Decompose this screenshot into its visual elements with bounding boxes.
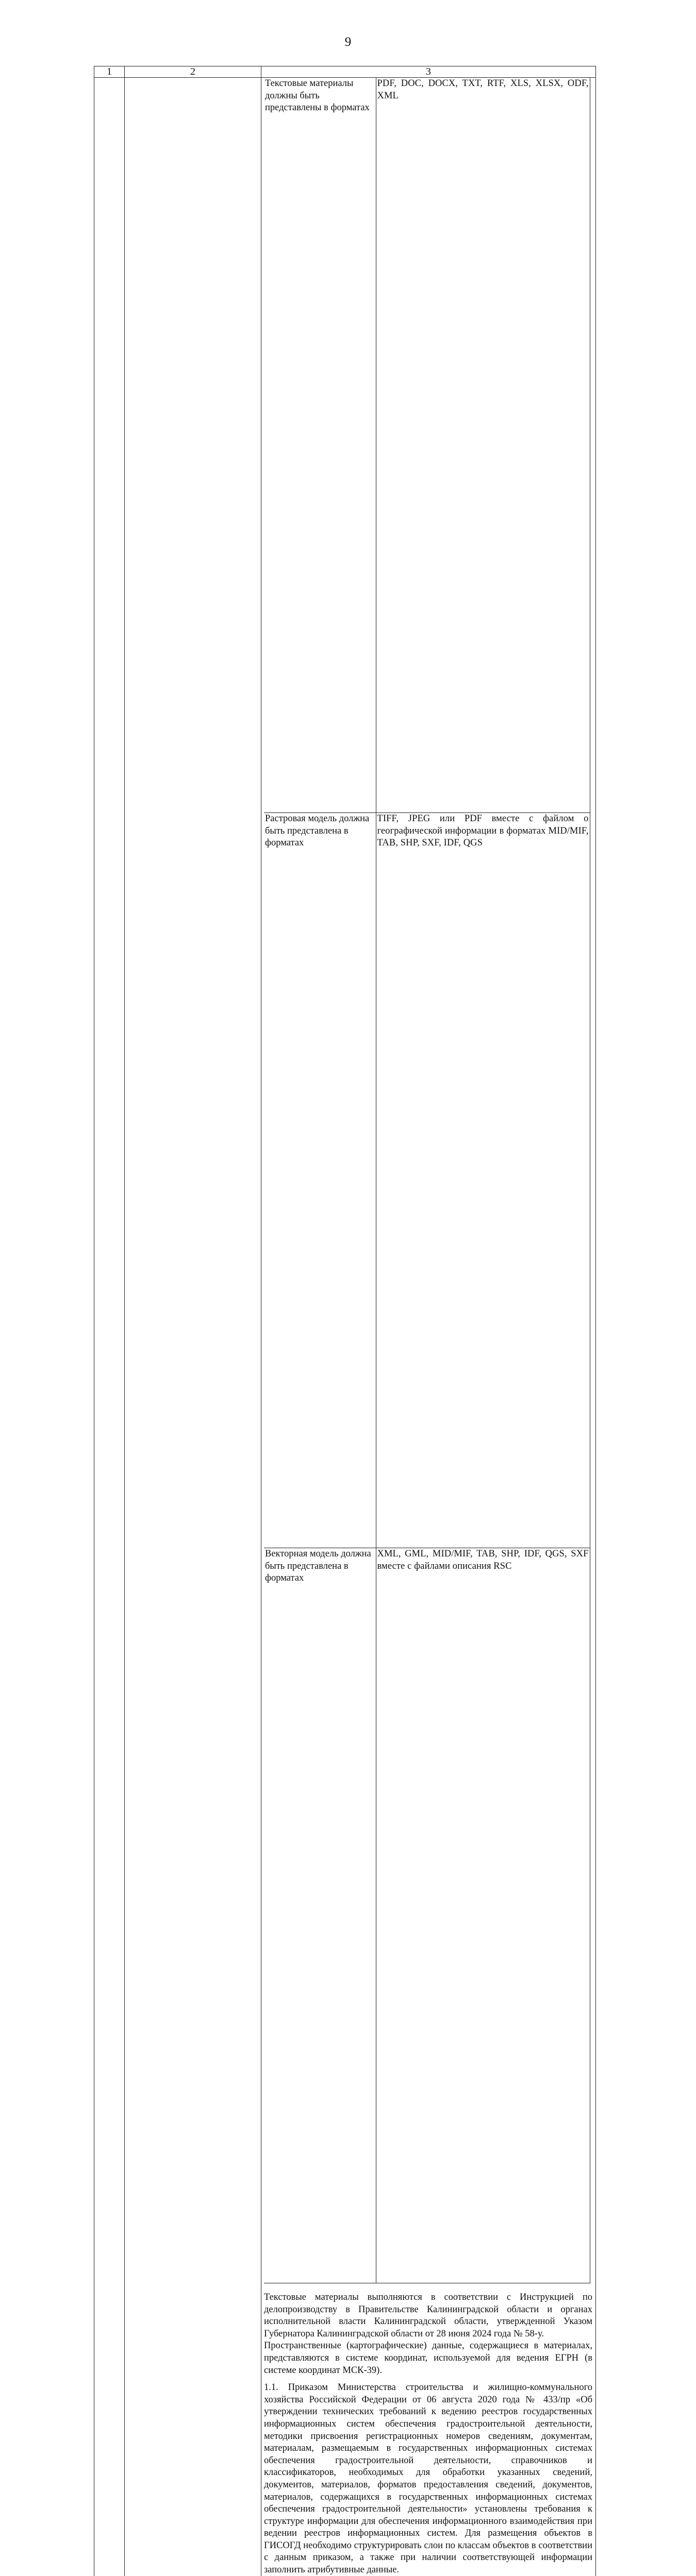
formats-table — [264, 78, 590, 2283]
formats-label: Векторная модель должна быть представлена в форматах — [264, 1548, 376, 2283]
paragraph-1-1: 1.1. Приказом Министерства строительства и жилищно-коммунального хозяйства Российской Федерации от 06 августа 2020 года № 433/пр «Об утверждении технических требований к ведению реестров государственных информационных систем обеспечения градостроительной деятельности, методики присвоения регистрационных номеров сведениям, документам, материалам, размещаемым в государственных информационных системах обеспечения градостроительной деятельности, справочников и классификаторов, необходимых для обработки указанных сведений, документов, материалов, форматов предоставления сведений, документов, материалов, содержащихся в государственных информационных системах обеспечения градостроительной деятельности» установлены требования к структуре информации для обеспечения информационного взаимодействия при ведении реестров информационных систем. Для размещения объектов в ГИСОГД необходимо структурировать слои по классам объектов в соответствии с данным приказом, а также при наличии соответствующей информации заполнить атрибутивные данные. — [264, 2382, 592, 2576]
table-body-row — [94, 78, 596, 2576]
formats-row-text — [264, 78, 590, 813]
formats-value: PDF, DOC, DOCX, TXT, RTF, XLS, XLSX, ODF, XML — [376, 78, 590, 813]
column-2-cell — [125, 78, 261, 2576]
column-3-cell — [261, 78, 596, 2576]
page-number: 9 — [0, 35, 696, 49]
formats-value: TIFF, JPEG или PDF вместе с файлом о географической информации в форматах MID/MIF, TAB, SHP, SXF, IDF, QGS — [376, 813, 590, 1548]
column-header-2: 2 — [125, 66, 261, 78]
column-header-3: 3 — [261, 66, 596, 78]
column-1-cell — [94, 78, 125, 2576]
column-header-1: 1 — [94, 66, 125, 78]
formats-label: Растровая модель должна быть представлена в форматах — [264, 813, 376, 1548]
formats-row-vector — [264, 1548, 590, 2283]
formats-row-raster — [264, 813, 590, 1548]
requirements-table — [94, 66, 596, 2576]
paragraph-spatial-data: Пространственные (картографические) данные, содержащиеся в материалах, представляются в системе координат, используемой для ведения ЕГРН (в системе координат МСК-39). — [264, 2340, 592, 2377]
paragraph-instructions: Текстовые материалы выполняются в соответствии с Инструкцией по делопроизводству в Правительстве Калининградской области и органах исполнительной власти Калининградской области, утвержденной Указом Губернатора Калининградской области от 28 июня 2024 года № 58-у. — [264, 2292, 592, 2340]
table-header-row — [94, 66, 596, 78]
formats-label: Текстовые материалы должны быть представлены в форматах — [264, 78, 376, 813]
formats-value: XML, GML, MID/MIF, TAB, SHP, IDF, QGS, SXF вместе с файлами описания RSC — [376, 1548, 590, 2283]
